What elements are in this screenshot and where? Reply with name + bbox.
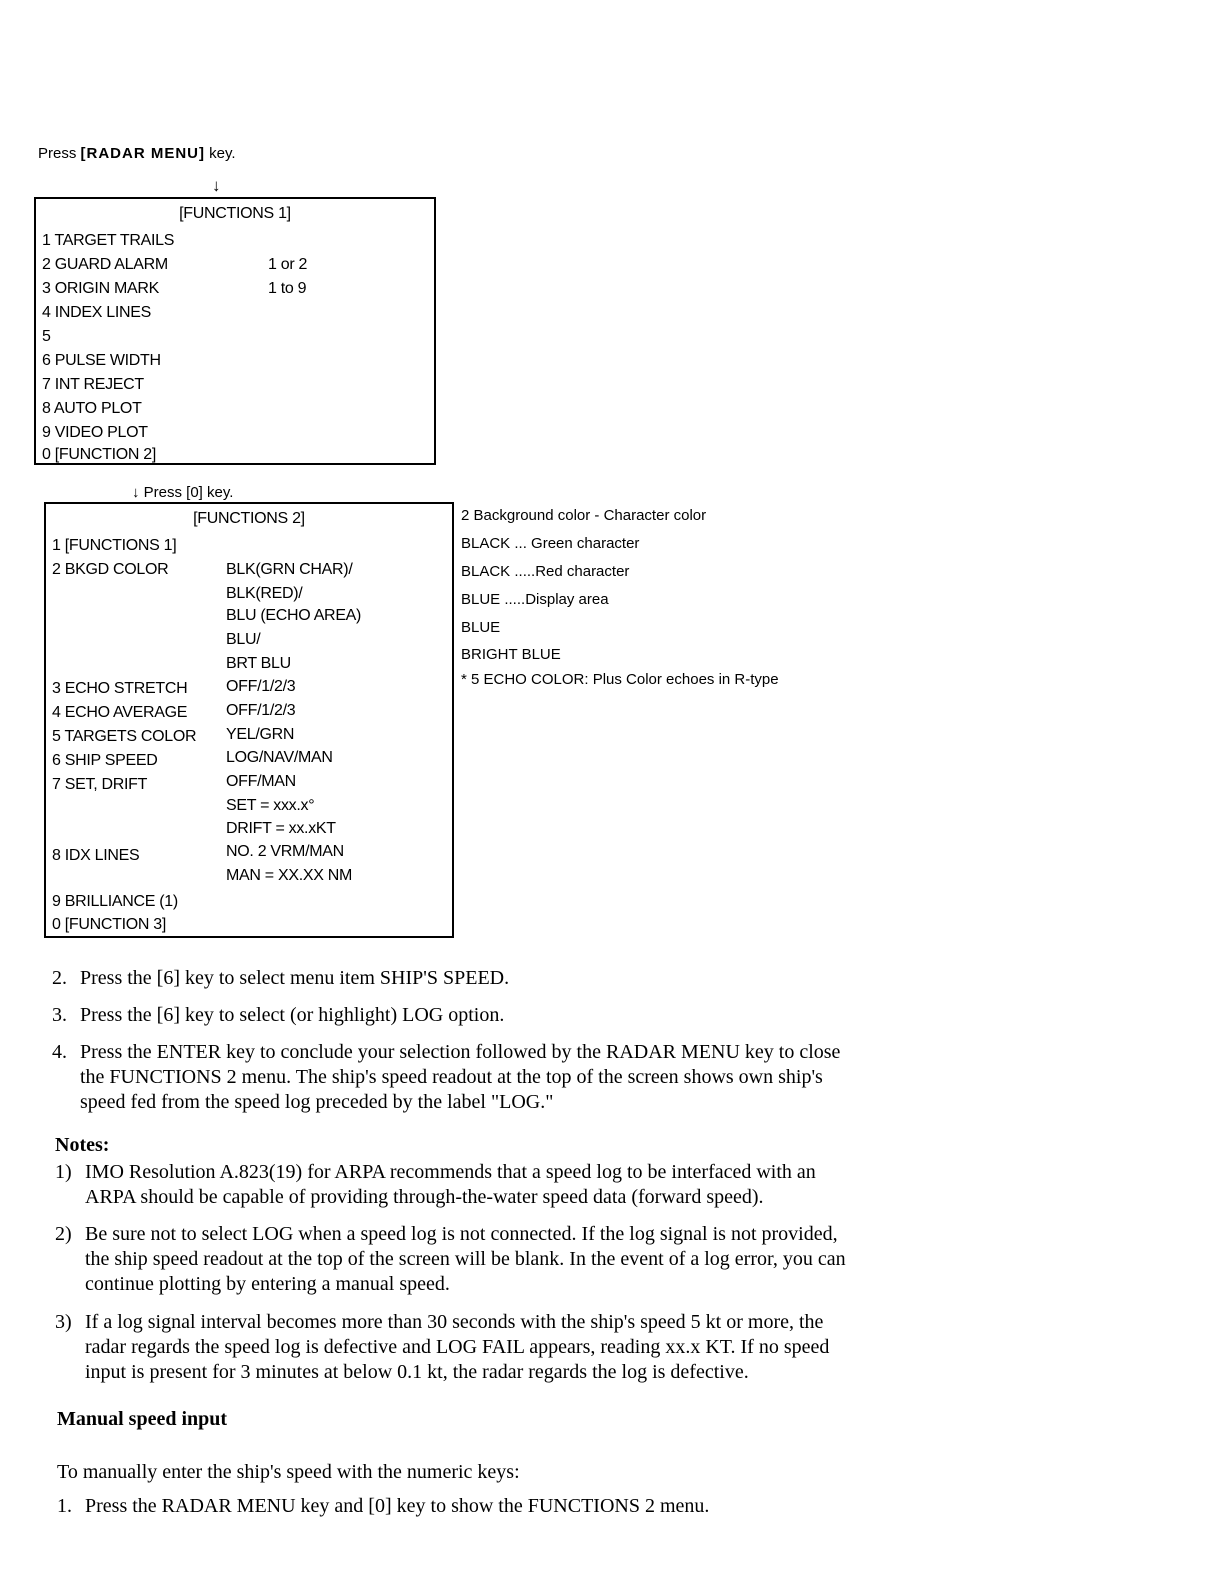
step-4	[52, 1040, 982, 1115]
step-3	[52, 1004, 504, 1027]
legend-line: BRIGHT BLUE	[461, 646, 561, 663]
functions2-item[interactable]: 9 BRILLIANCE (1)	[52, 893, 178, 910]
functions2-title: [FUNCTIONS 2]	[193, 510, 305, 527]
functions1-item[interactable]: 6 PULSE WIDTH	[42, 352, 161, 369]
note-text-line: radar regards the speed log is defective and LOG FAIL appears, reading xx.x KT. If no speed	[85, 1336, 830, 1358]
legend-line: BLUE	[461, 619, 501, 636]
step-text-line: speed fed from the speed log preceded by the label "LOG."	[80, 1091, 554, 1113]
functions2-item[interactable]: 1 [FUNCTIONS 1]	[52, 537, 177, 554]
functions1-item[interactable]: 1 TARGET TRAILS	[42, 232, 175, 249]
step-text-line: Press the ENTER key to conclude your selection followed by the RADAR MENU key to close	[80, 1041, 841, 1063]
functions2-item[interactable]: 2 BKGD COLOR	[52, 561, 169, 578]
note-2	[55, 1222, 985, 1297]
legend-line: BLACK .....Red character	[461, 563, 630, 580]
set-drift-value: OFF/MAN	[226, 773, 296, 790]
functions2-item[interactable]: 7 SET, DRIFT	[52, 776, 148, 793]
functions1-item[interactable]: 5	[42, 328, 51, 345]
legend-line: BLACK ... Green character	[461, 535, 640, 552]
set-drift-value: SET = xxx.x°	[226, 797, 315, 814]
legend-line: BLUE .....Display area	[461, 591, 609, 608]
note-text-line: continue plotting by entering a manual speed.	[85, 1273, 450, 1295]
notes-heading: Notes:	[55, 1134, 110, 1156]
functions1-item[interactable]: 2 GUARD ALARM	[42, 256, 168, 273]
functions1-value: 1 or 2	[268, 256, 308, 273]
functions2-item[interactable]: 3 ECHO STRETCH	[52, 680, 188, 697]
set-drift-value: DRIFT = xx.xKT	[226, 820, 336, 837]
functions2-item[interactable]: 8 IDX LINES	[52, 847, 140, 864]
note-3	[55, 1310, 985, 1385]
note-text-line: Be sure not to select LOG when a speed log is not connected. If the log signal is not provided,	[85, 1223, 838, 1245]
echo-stretch-value: OFF/1/2/3	[226, 678, 296, 695]
ship-speed-value: LOG/NAV/MAN	[226, 749, 333, 766]
press-suffix: key.	[205, 145, 236, 162]
step-text-line: the FUNCTIONS 2 menu. The ship's speed readout at the top of the screen shows own ship's	[80, 1066, 823, 1088]
bkgd-color-option: BLU (ECHO AREA)	[226, 607, 362, 624]
functions2-item[interactable]: 0 [FUNCTION 3]	[52, 916, 167, 933]
functions2-item[interactable]: 4 ECHO AVERAGE	[52, 704, 188, 721]
step-text: Press the [6] key to select (or highlight) LOG option.	[80, 1004, 505, 1026]
step-text: Press the RADAR MENU key and [0] key to show the FUNCTIONS 2 menu.	[85, 1495, 710, 1517]
bkgd-color-option: BLK(RED)/	[226, 585, 303, 602]
functions1-item[interactable]: 0 [FUNCTION 2]	[42, 446, 157, 463]
note-text-line: IMO Resolution A.823(19) for ARPA recommends that a speed log to be interfaced with an	[85, 1161, 816, 1183]
note-number: 2)	[55, 1223, 72, 1245]
step-number: 2.	[52, 967, 67, 989]
functions2-menu	[44, 502, 454, 938]
functions1-item[interactable]: 4 INDEX LINES	[42, 304, 152, 321]
idx-lines-value: MAN = XX.XX NM	[226, 867, 353, 884]
press-prefix: Press	[38, 145, 81, 162]
note-number: 1)	[55, 1161, 72, 1183]
manual-speed-heading: Manual speed input	[57, 1408, 228, 1430]
press-zero-instruction: ↓ Press [0] key.	[132, 484, 234, 501]
down-arrow-icon: ↓	[212, 176, 221, 195]
step-number: 4.	[52, 1041, 67, 1063]
echo-average-value: OFF/1/2/3	[226, 702, 296, 719]
step-number: 1.	[57, 1495, 72, 1517]
bkgd-color-option: BLK(GRN CHAR)/	[226, 561, 353, 578]
note-1	[55, 1160, 985, 1210]
functions1-item[interactable]: 9 VIDEO PLOT	[42, 424, 148, 441]
targets-color-value: YEL/GRN	[226, 726, 295, 743]
press-radar-menu-instruction	[38, 145, 236, 162]
functions2-item[interactable]: 5 TARGETS COLOR	[52, 728, 197, 745]
functions1-value: 1 to 9	[268, 280, 307, 297]
functions1-menu	[34, 197, 436, 465]
note-text-line: If a log signal interval becomes more than 30 seconds with the ship's speed 5 kt or more, the	[85, 1311, 824, 1333]
step-2	[52, 967, 509, 990]
bkgd-color-option: BRT BLU	[226, 655, 291, 672]
functions1-item[interactable]: 3 ORIGIN MARK	[42, 280, 160, 297]
step-text: Press the [6] key to select menu item SHIP'S SPEED.	[80, 967, 510, 989]
functions1-item[interactable]: 7 INT REJECT	[42, 376, 144, 393]
radar-menu-key-label: [RADAR MENU]	[80, 145, 206, 162]
note-text-line: input is present for 3 minutes at below 0.1 kt, the radar regards the log is defective.	[85, 1361, 749, 1383]
note-number: 3)	[55, 1311, 72, 1333]
legend-line: 2 Background color - Character color	[461, 507, 707, 524]
step-number: 3.	[52, 1004, 67, 1026]
manual-speed-intro: To manually enter the ship's speed with the numeric keys:	[57, 1461, 520, 1483]
functions1-item[interactable]: 8 AUTO PLOT	[42, 400, 142, 417]
functions2-item[interactable]: 6 SHIP SPEED	[52, 752, 158, 769]
note-text-line: the ship speed readout at the top of the screen will be blank. In the event of a log error, you can	[85, 1248, 846, 1270]
idx-lines-value: NO. 2 VRM/MAN	[226, 843, 344, 860]
legend-line: * 5 ECHO COLOR: Plus Color echoes in R-type	[461, 671, 779, 688]
bkgd-color-option: BLU/	[226, 631, 261, 648]
manual-step-1	[57, 1495, 709, 1518]
functions1-title: [FUNCTIONS 1]	[179, 205, 291, 222]
note-text-line: ARPA should be capable of providing through-the-water speed data (forward speed).	[85, 1186, 764, 1208]
